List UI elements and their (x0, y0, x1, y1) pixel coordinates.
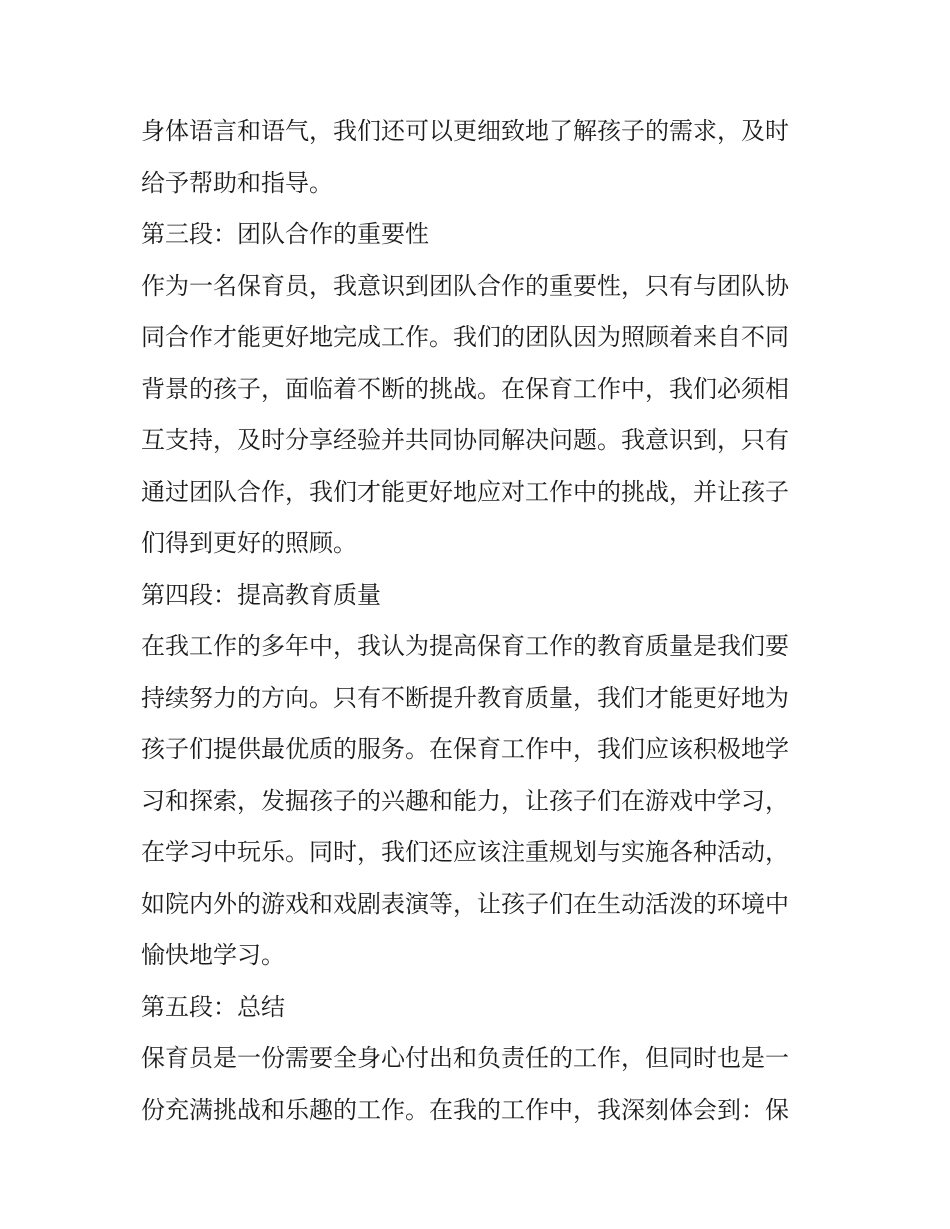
paragraph-line: 持续努力的方向。只有不断提升教育质量，我们才能更好地为 (141, 683, 789, 712)
paragraph-line: 作为一名保育员，我意识到团队合作的重要性，只有与团队协 (141, 271, 789, 300)
paragraph-line: 习和探索，发掘孩子的兴趣和能力，让孩子们在游戏中学习， (141, 786, 789, 815)
paragraph-line: 背景的孩子，面临着不断的挑战。在保育工作中，我们必须相 (141, 374, 789, 403)
section-heading-5: 第五段：总结 (141, 992, 285, 1021)
paragraph-line: 在学习中玩乐。同时，我们还应该注重规划与实施各种活动， (141, 838, 789, 866)
paragraph-line: 份充满挑战和乐趣的工作。在我的工作中，我深刻体会到：保 (141, 1095, 789, 1124)
paragraph-line: 愉快地学习。 (141, 941, 285, 969)
document-body (141, 106, 813, 1136)
paragraph-line: 孩子们提供最优质的服务。在保育工作中，我们应该积极地学 (141, 735, 789, 763)
section-heading-3: 第三段：团队合作的重要性 (141, 220, 429, 248)
paragraph-line: 给予帮助和指导。 (141, 168, 333, 197)
paragraph-line: 如院内外的游戏和戏剧表演等，让孩子们在生动活泼的环境中 (141, 889, 789, 918)
paragraph-line: 互支持，及时分享经验并共同协同解决问题。我意识到，只有 (141, 426, 789, 454)
paragraph-line: 在我工作的多年中，我认为提高保育工作的教育质量是我们要 (141, 632, 789, 660)
paragraph-line: 通过团队合作，我们才能更好地应对工作中的挑战，并让孩子 (141, 477, 789, 506)
section-heading-4: 第四段：提高教育质量 (141, 580, 381, 609)
paragraph-line: 们得到更好的照顾。 (141, 529, 357, 557)
paragraph-line: 身体语言和语气，我们还可以更细致地了解孩子的需求，及时 (141, 117, 789, 145)
paragraph-line: 同合作才能更好地完成工作。我们的团队因为照顾着来自不同 (141, 323, 789, 351)
paragraph-line: 保育员是一份需要全身心付出和负责任的工作，但同时也是一 (141, 1044, 789, 1072)
